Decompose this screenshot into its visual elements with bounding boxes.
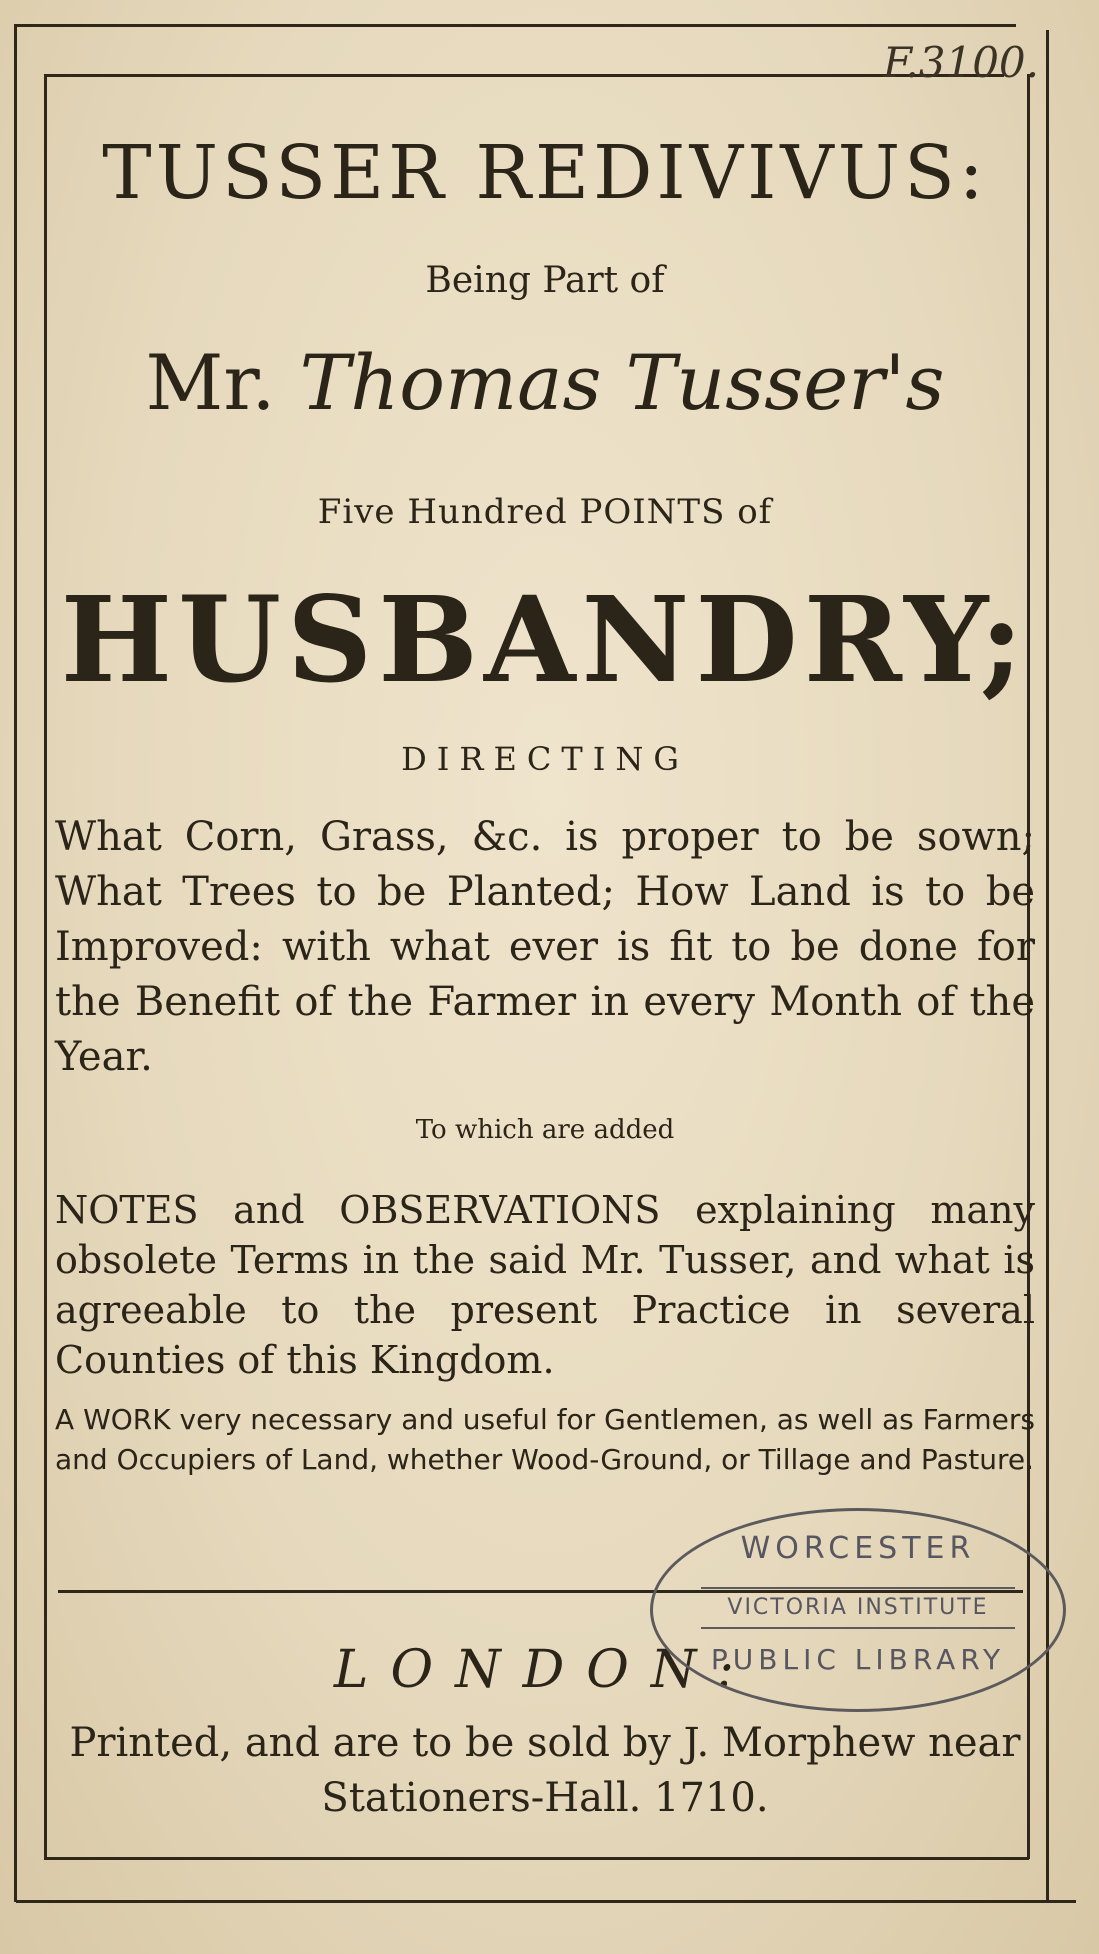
author-prefix: Mr. (145, 338, 276, 427)
border-top-outer (16, 24, 1016, 27)
border-bottom-outer (16, 1900, 1076, 1903)
author-name: Thomas Tusser's (299, 338, 945, 427)
stamp-middle-text: VICTORIA INSTITUTE (701, 1587, 1015, 1629)
notes-paragraph: NOTES and OBSERVATIONS explaining many obsolete Terms in the said Mr. Tusser, and what is agreeable to the present Practice in several Counties of this Kingdom. (55, 1188, 1035, 1382)
subtitle-points: Five Hundred POINTS of (317, 492, 773, 532)
main-title: TUSSER REDIVIVUS: (102, 130, 988, 216)
author-title (55, 338, 1035, 427)
imprint-city: LONDON: (333, 1640, 757, 1700)
imprint-line-1: Printed, and are to be sold by J. Morphew near (69, 1720, 1021, 1766)
subtitle-directing: DIRECTING (401, 740, 689, 778)
border-left-inner (44, 74, 47, 1859)
work-paragraph: A WORK very necessary and useful for Gentlemen, as well as Farmers and Occupiers of Land, whether Wood-Ground, or Tillage and Pasture. (55, 1403, 1035, 1476)
subtitle-added: To which are added (415, 1115, 675, 1145)
handwritten-shelfmark: F.3100. (882, 38, 1039, 87)
stamp-top-text: WORCESTER (740, 1531, 976, 1566)
library-stamp (650, 1508, 1066, 1712)
imprint-line-2: Stationers-Hall. 1710. (321, 1775, 769, 1821)
directing-paragraph: What Corn, Grass, &c. is proper to be sown; What Trees to be Planted; How Land is to be Improved: with what ever is fit to be done for the Benefit of the Farmer in every Month of the Year. (55, 814, 1035, 1080)
border-left-outer (14, 24, 17, 1902)
stamp-bottom-text: PUBLIC LIBRARY (710, 1643, 1006, 1676)
subtitle-being-part: Being Part of (425, 260, 665, 301)
husbandry-title: HUSBANDRY; (60, 570, 1030, 709)
